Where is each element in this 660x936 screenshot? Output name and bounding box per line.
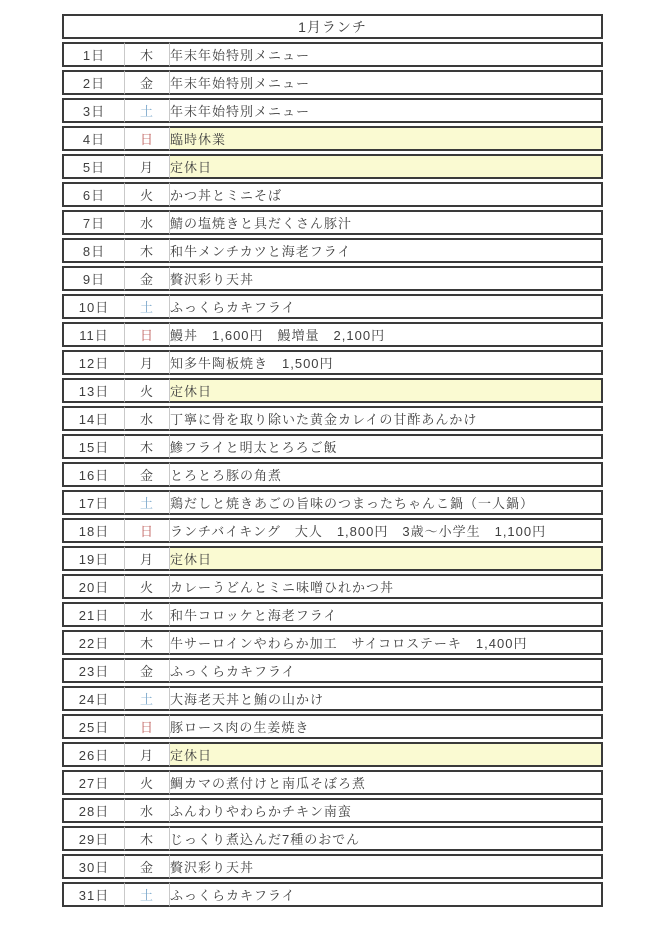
date-cell: 21日 [62, 602, 124, 627]
table-row [62, 518, 603, 543]
day-of-week-cell: 木 [124, 434, 169, 459]
date-cell: 14日 [62, 406, 124, 431]
menu-cell: 丁寧に骨を取り除いた黄金カレイの甘酢あんかけ [169, 406, 603, 431]
day-of-week-cell: 木 [124, 42, 169, 67]
table-row [62, 854, 603, 879]
day-of-week-cell: 日 [124, 126, 169, 151]
date-cell: 2日 [62, 70, 124, 95]
menu-cell-closed: 定休日 [169, 546, 603, 571]
table-row [62, 770, 603, 795]
table-row [62, 742, 603, 767]
date-cell: 22日 [62, 630, 124, 655]
date-cell: 30日 [62, 854, 124, 879]
menu-cell-closed: 臨時休業 [169, 126, 603, 151]
day-of-week-cell: 金 [124, 854, 169, 879]
day-of-week-cell: 火 [124, 182, 169, 207]
date-cell: 4日 [62, 126, 124, 151]
menu-cell: 知多牛陶板焼き 1,500円 [169, 350, 603, 375]
day-of-week-cell: 火 [124, 574, 169, 599]
menu-cell: ふんわりやわらかチキン南蛮 [169, 798, 603, 823]
day-of-week-cell: 土 [124, 490, 169, 515]
day-of-week-cell: 月 [124, 546, 169, 571]
menu-cell-closed: 定休日 [169, 378, 603, 403]
table-row [62, 658, 603, 683]
date-cell: 31日 [62, 882, 124, 907]
date-cell: 27日 [62, 770, 124, 795]
menu-cell: 鯛カマの煮付けと南瓜そぼろ煮 [169, 770, 603, 795]
table-header-row [62, 14, 603, 39]
menu-cell: 和牛メンチカツと海老フライ [169, 238, 603, 263]
table-row [62, 574, 603, 599]
day-of-week-cell: 木 [124, 630, 169, 655]
date-cell: 17日 [62, 490, 124, 515]
menu-cell-closed: 定休日 [169, 154, 603, 179]
table-row [62, 490, 603, 515]
day-of-week-cell: 土 [124, 882, 169, 907]
date-cell: 1日 [62, 42, 124, 67]
menu-cell: 贅沢彩り天丼 [169, 854, 603, 879]
date-cell: 3日 [62, 98, 124, 123]
table-row [62, 182, 603, 207]
table-row [62, 126, 603, 151]
table-row [62, 98, 603, 123]
date-cell: 23日 [62, 658, 124, 683]
menu-cell: かつ丼とミニそば [169, 182, 603, 207]
date-cell: 6日 [62, 182, 124, 207]
date-cell: 15日 [62, 434, 124, 459]
date-cell: 26日 [62, 742, 124, 767]
day-of-week-cell: 月 [124, 742, 169, 767]
day-of-week-cell: 水 [124, 798, 169, 823]
page-title: 1月ランチ [62, 14, 603, 39]
table-row [62, 434, 603, 459]
menu-cell: 鯵フライと明太とろろご飯 [169, 434, 603, 459]
menu-cell: ふっくらカキフライ [169, 882, 603, 907]
menu-cell: ふっくらカキフライ [169, 658, 603, 683]
menu-table-body [62, 42, 603, 907]
menu-cell: 和牛コロッケと海老フライ [169, 602, 603, 627]
day-of-week-cell: 金 [124, 266, 169, 291]
menu-cell: ふっくらカキフライ [169, 294, 603, 319]
date-cell: 16日 [62, 462, 124, 487]
menu-cell: ランチバイキング 大人 1,800円 3歳～小学生 1,100円 [169, 518, 603, 543]
day-of-week-cell: 火 [124, 770, 169, 795]
day-of-week-cell: 金 [124, 70, 169, 95]
date-cell: 19日 [62, 546, 124, 571]
day-of-week-cell: 土 [124, 294, 169, 319]
menu-cell: とろとろ豚の角煮 [169, 462, 603, 487]
table-row [62, 154, 603, 179]
menu-cell: 贅沢彩り天丼 [169, 266, 603, 291]
day-of-week-cell: 火 [124, 378, 169, 403]
table-row [62, 546, 603, 571]
day-of-week-cell: 日 [124, 714, 169, 739]
menu-cell: 鶏だしと焼きあごの旨味のつまったちゃんこ鍋（一人鍋） [169, 490, 603, 515]
date-cell: 24日 [62, 686, 124, 711]
date-cell: 18日 [62, 518, 124, 543]
table-row [62, 266, 603, 291]
table-row [62, 322, 603, 347]
day-of-week-cell: 金 [124, 658, 169, 683]
menu-cell: 鰻丼 1,600円 鰻増量 2,100円 [169, 322, 603, 347]
date-cell: 12日 [62, 350, 124, 375]
table-row [62, 462, 603, 487]
day-of-week-cell: 水 [124, 406, 169, 431]
day-of-week-cell: 金 [124, 462, 169, 487]
day-of-week-cell: 土 [124, 98, 169, 123]
date-cell: 25日 [62, 714, 124, 739]
day-of-week-cell: 月 [124, 350, 169, 375]
menu-cell: 鯖の塩焼きと具だくさん豚汁 [169, 210, 603, 235]
day-of-week-cell: 水 [124, 210, 169, 235]
day-of-week-cell: 木 [124, 826, 169, 851]
date-cell: 11日 [62, 322, 124, 347]
date-cell: 13日 [62, 378, 124, 403]
date-cell: 8日 [62, 238, 124, 263]
table-row [62, 294, 603, 319]
table-row [62, 714, 603, 739]
menu-cell-closed: 定休日 [169, 742, 603, 767]
date-cell: 28日 [62, 798, 124, 823]
day-of-week-cell: 日 [124, 322, 169, 347]
table-row [62, 406, 603, 431]
menu-cell: 年末年始特別メニュー [169, 42, 603, 67]
day-of-week-cell: 月 [124, 154, 169, 179]
date-cell: 20日 [62, 574, 124, 599]
date-cell: 9日 [62, 266, 124, 291]
table-row [62, 686, 603, 711]
table-row [62, 826, 603, 851]
menu-cell: 年末年始特別メニュー [169, 70, 603, 95]
table-row [62, 42, 603, 67]
menu-cell: カレーうどんとミニ味噌ひれかつ丼 [169, 574, 603, 599]
day-of-week-cell: 土 [124, 686, 169, 711]
menu-cell: 豚ロース肉の生姜焼き [169, 714, 603, 739]
day-of-week-cell: 日 [124, 518, 169, 543]
table-row [62, 70, 603, 95]
table-row [62, 630, 603, 655]
date-cell: 5日 [62, 154, 124, 179]
lunch-menu-table [62, 11, 603, 910]
table-row [62, 238, 603, 263]
menu-cell: 年末年始特別メニュー [169, 98, 603, 123]
date-cell: 10日 [62, 294, 124, 319]
menu-cell: 大海老天丼と鮪の山かけ [169, 686, 603, 711]
day-of-week-cell: 水 [124, 602, 169, 627]
table-row [62, 210, 603, 235]
table-row [62, 882, 603, 907]
table-row [62, 350, 603, 375]
date-cell: 29日 [62, 826, 124, 851]
table-row [62, 602, 603, 627]
table-row [62, 798, 603, 823]
date-cell: 7日 [62, 210, 124, 235]
menu-cell: じっくり煮込んだ7種のおでん [169, 826, 603, 851]
day-of-week-cell: 木 [124, 238, 169, 263]
menu-cell: 牛サーロインやわらか加工 サイコロステーキ 1,400円 [169, 630, 603, 655]
table-row [62, 378, 603, 403]
